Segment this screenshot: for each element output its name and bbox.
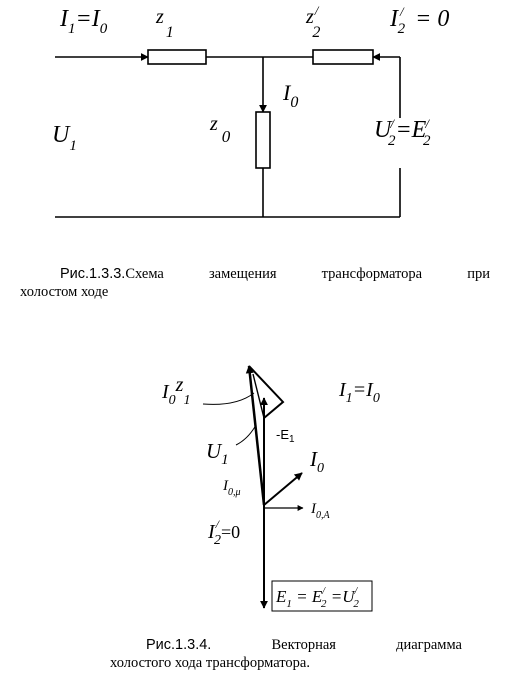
label-i0: $I_0$ <box>283 80 299 111</box>
label-minus-e1: $-E_1$ <box>276 427 295 445</box>
caption-vector-prefix: Рис.1.3.4. <box>146 637 212 653</box>
leader-i0z1 <box>203 393 254 404</box>
vector-i0 <box>264 473 302 505</box>
caption-circuit-word-3: трансформатора <box>321 266 423 282</box>
label-u2-eq-e2: U/ 2=E/ 2 <box>374 116 431 149</box>
label-i1-eq-i0-vector: $I_1=I_0$ <box>339 379 380 406</box>
label-z1: $z_1$ <box>156 6 174 41</box>
resistor-z1 <box>148 50 206 64</box>
label-u1-vector: $U_1$ <box>206 439 229 468</box>
caption-circuit-word-4: при <box>467 266 490 282</box>
label-i0mu: $I_{0,\mu}$ <box>223 478 241 498</box>
resistor-z0 <box>256 112 270 168</box>
caption-vector-line1 <box>146 636 462 654</box>
label-u1: $U_1$ <box>52 122 77 154</box>
label-i1-eq-i0: $I_1=I_0$ <box>60 6 108 37</box>
caption-vector-word-2: диаграмма <box>396 637 462 653</box>
label-i0-vector: $I_0$ <box>310 447 324 476</box>
vector-labels <box>161 374 380 610</box>
caption-vector-word-1: Векторная <box>271 637 336 653</box>
label-i2-zero-vector: I/ 2=0 <box>208 517 241 548</box>
caption-circuit-line2: холостом ходе <box>20 284 109 300</box>
label-i0a: $I_{0,A}$ <box>311 501 330 521</box>
caption-vector-line2: холостого хода трансформатора. <box>110 655 310 671</box>
leader-u1 <box>236 425 256 445</box>
label-e1-formula: $E_1 = E^/$ 2 =U/ 2 <box>276 586 359 610</box>
circuit-labels <box>52 3 449 154</box>
caption-circuit-prefix: Рис.1.3.3. <box>60 266 126 282</box>
label-i0z1: $I_0z_1$ <box>162 374 191 408</box>
label-z2: z/ 2 <box>306 3 321 41</box>
caption-circuit-word-2: замещения <box>208 266 277 282</box>
caption-circuit-line1 <box>60 265 490 283</box>
resistor-z2 <box>313 50 373 64</box>
caption-circuit-word-1: Схема <box>125 266 164 282</box>
label-i2-zero: I / 2 = 0 <box>390 4 450 37</box>
label-z0: $z_0$ <box>210 113 231 146</box>
